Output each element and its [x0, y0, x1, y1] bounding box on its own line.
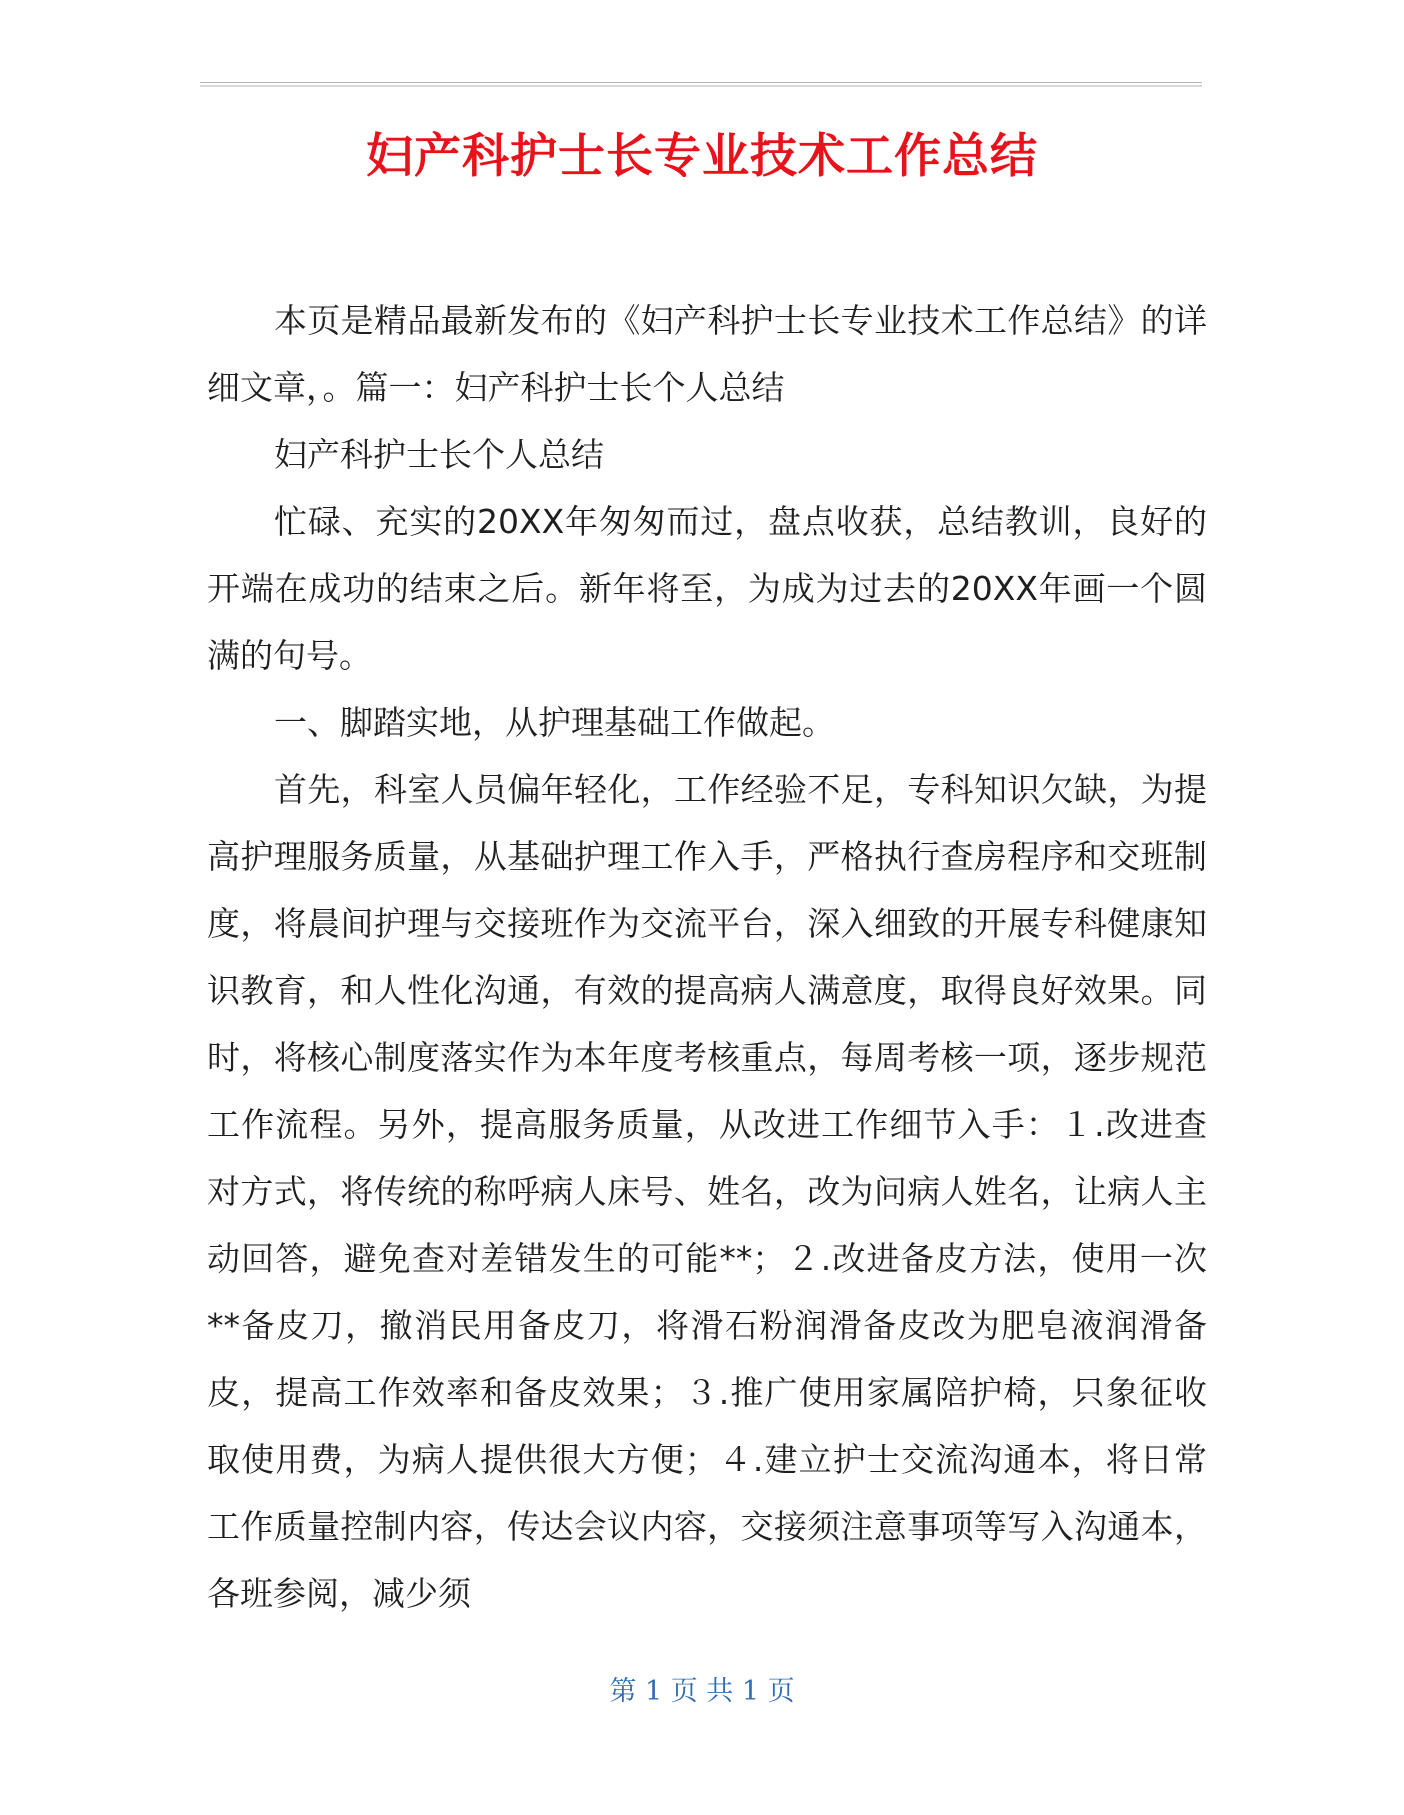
page-number-footer: 第 1 页 共 1 页: [609, 1676, 795, 1707]
subsection-heading: 一、脚踏实地，从护理基础工作做起。: [274, 703, 835, 742]
header-rule: [200, 82, 1202, 87]
intro-paragraph: 本页是精品最新发布的《妇产科护士长专业技术工作总结》的详细文章，。篇一：妇产科护士长个人总结: [207, 301, 1207, 407]
section-heading: 妇产科护士长个人总结: [274, 435, 604, 474]
body-paragraph: 忙碌、充实的20XX年匆匆而过，盘点收获，总结教训，良好的开端在成功的结束之后。新年将至，为成为过去的20XX年画一个圆满的句号。: [207, 502, 1207, 675]
document-body: [207, 287, 1207, 1627]
document-title: 妇产科护士长专业技术工作总结: [366, 129, 1038, 184]
body-paragraph: 首先，科室人员偏年轻化，工作经验不足，专科知识欠缺，为提高护理服务质量，从基础护理工作入手，严格执行查房程序和交班制度，将晨间护理与交接班作为交流平台，深入细致的开展专科健康知识教育，和人性化沟通，有效的提高病人满意度，取得良好效果。同时，将核心制度落实作为本年度考核重点，每周考核一项，逐步规范工作流程。另外，提高服务质量，从改进工作细节入手：１.改进查对方式，将传统的称呼病人床号、姓名，改为问病人姓名，让病人主动回答，避免查对差错发生的可能**；２.改进备皮方法，使用一次**备皮刀，撤消民用备皮刀，将滑石粉润滑备皮改为肥皂液润滑备皮，提高工作效率和备皮效果；３.推广使用家属陪护椅，只象征收取使用费，为病人提供很大方便；４.建立护士交流沟通本，将日常工作质量控制内容，传达会议内容，交接须注意事项等写入沟通本，各班参阅，减少须: [207, 770, 1207, 1613]
